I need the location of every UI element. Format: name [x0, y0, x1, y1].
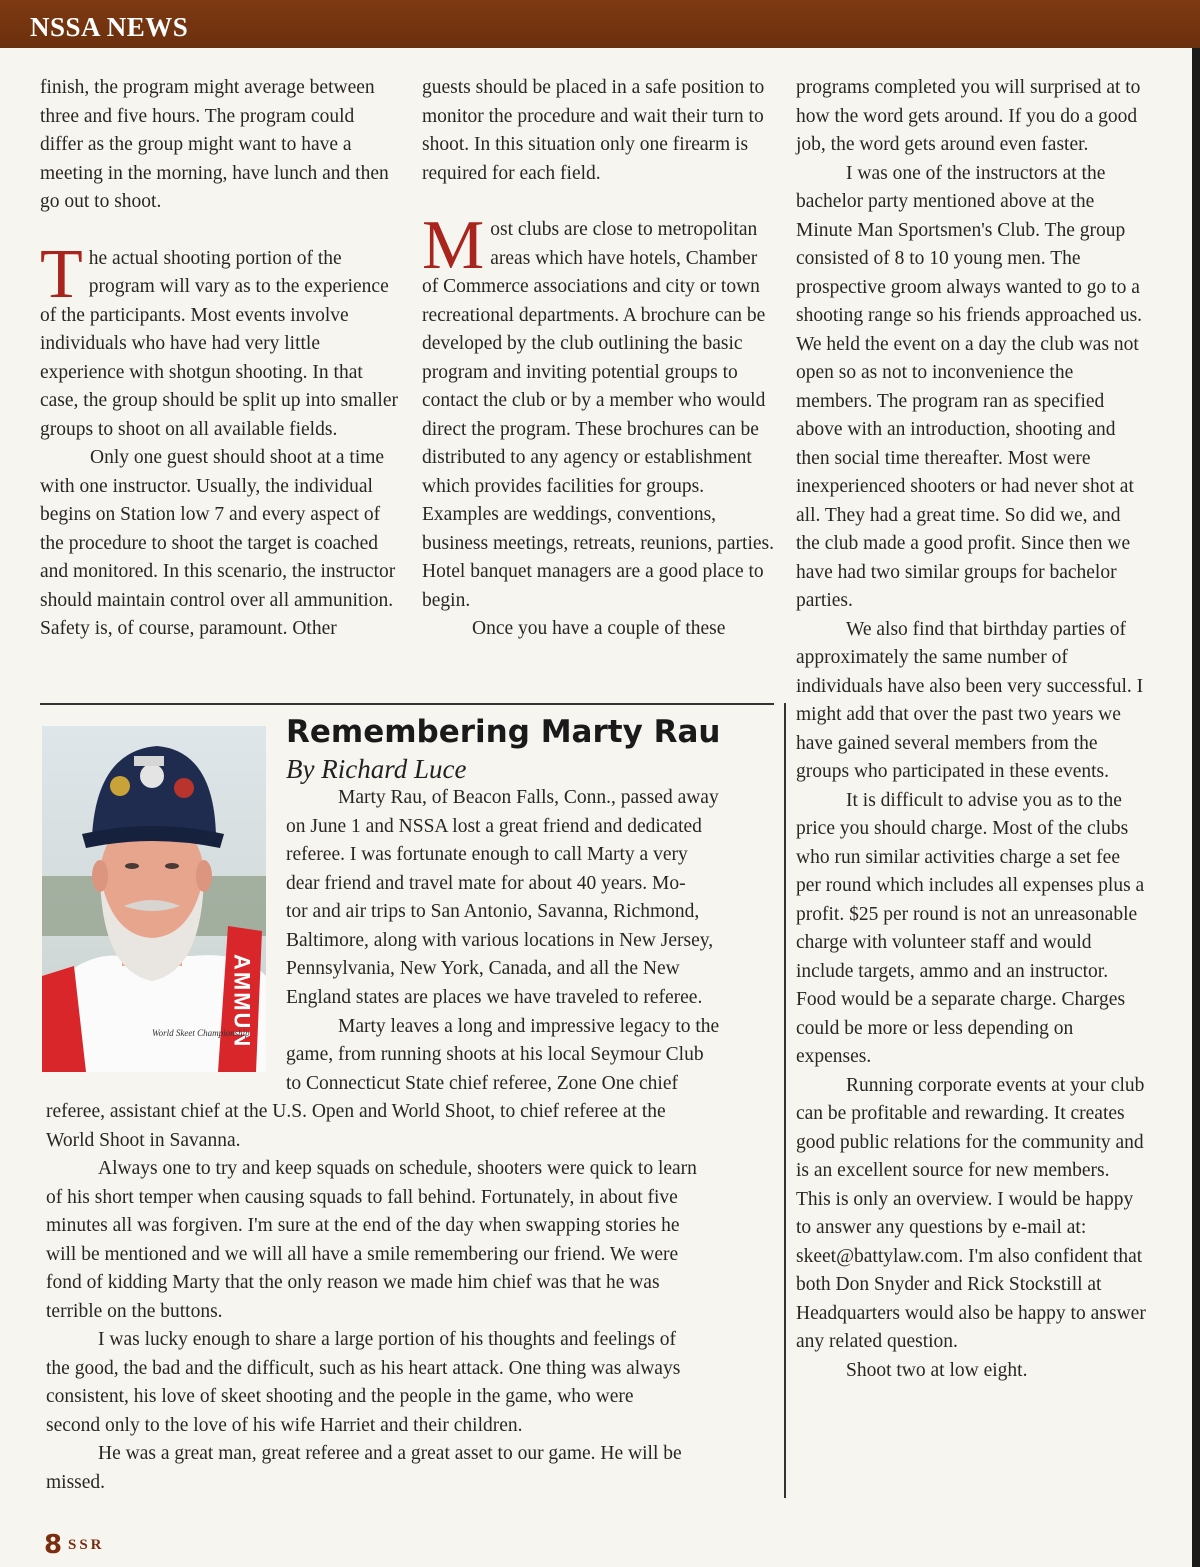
- article-line: I was lucky enough to share a large portion of his thoughts and feelings of: [98, 1329, 677, 1350]
- portrait-photo: [42, 726, 266, 1072]
- paragraph: I was one of the instructors at the bachelor party mentioned above at the Minute Man Sportsmen's Club. The group consisted of 8 to 10 young men. The prospective groom always wanted to go to a shooting range so his friends approached us. We held the event on a day the club was not open so as not to inconvenience the members. The program ran as specified above with an introduction, shooting and then social time thereafter. Most were inexperienced shooters or had never shot at all. They had a great time. So did we, and the club made a good profit. Since then we have had two similar groups for bachelor parties.: [796, 162, 1143, 611]
- paragraph: Running corporate events at your club can be profitable and rewarding. It creates good public relations for the community and is an excellent source for new members. This is only an overview. I would be happy to answer any questions by e-mail at: skeet@battylaw.com. I'm also confident that both Don Snyder and Rick Stockstill at Headquarters would also be happy to answer any related question.: [796, 1074, 1146, 1352]
- paragraph: Most clubs are close to metropolitan areas which have hotels, Chamber of Commerce associations and city or town recreational departments. A brochure can be developed by the club outlining the basic program and inviting potential groups to contact the club or by a member who would direct the program. These brochures can be distributed to any agency or establishment which provides facilities for groups. Examples are weddings, conventions, business meetings, retreats, reunions, parties. Hotel banquet managers are a good place to begin.: [422, 207, 774, 611]
- shirt-logo-text: World Skeet Championship: [152, 1028, 250, 1038]
- article-title: Remembering Marty Rau: [286, 714, 721, 750]
- article-line: to Connecticut State chief referee, Zone One chief: [286, 1073, 678, 1094]
- article-line: missed.: [46, 1472, 106, 1493]
- paragraph: guests should be placed in a safe position to monitor the procedure and wait their turn to shoot. In this situation only one firearm is required for each field.: [422, 77, 765, 184]
- article-line: fond of kidding Marty that the only reason we made him chief was that he was: [46, 1272, 660, 1293]
- page-number: 8: [44, 1530, 63, 1560]
- article-line: on June 1 and NSSA lost a great friend and dedicated: [286, 816, 702, 837]
- article-line: World Shoot in Savanna.: [46, 1130, 241, 1151]
- drop-cap: M: [422, 207, 485, 284]
- paragraph: The actual shooting portion of the program will vary as to the experience of the participants. Most events involve individuals who have had very little experience with shotgun shooting. In that case, the group should be split up into smaller groups to shoot on all available fields.: [40, 235, 398, 440]
- article-line: Marty leaves a long and impressive legacy to the: [338, 1016, 720, 1037]
- article-line: Baltimore, along with various locations in New Jersey,: [286, 930, 714, 951]
- paragraph: It is difficult to advise you as to the price you should charge. Most of the clubs who run similar activities charge a set fee per round which includes all expenses plus a profit. $25 per round is not an unreasonable charge with volunteer staff and would include targets, ammo and an instructor. Food would be a separate charge. Charges could be more or less depending on expenses.: [796, 789, 1145, 1067]
- column-3: [796, 74, 1146, 1385]
- column-divider: [784, 703, 786, 1498]
- article-divider: [40, 703, 774, 705]
- article-line: consistent, his love of skeet shooting and the people in the game, who were: [46, 1386, 634, 1407]
- article-line: the good, the bad and the difficult, such as his heart attack. One thing was always: [46, 1358, 681, 1379]
- article-line: He was a great man, great referee and a great asset to our game. He will be: [98, 1443, 682, 1464]
- article-line: Pennsylvania, New York, Canada, and all the New: [286, 958, 680, 979]
- publication-name: SSR: [68, 1537, 105, 1553]
- article-line: referee. I was fortunate enough to call Marty a very: [286, 844, 688, 865]
- column-1: [40, 74, 398, 644]
- article-line: England states are places we have traveled to referee.: [286, 987, 703, 1008]
- article-line: second only to the love of his wife Harriet and their children.: [46, 1415, 523, 1436]
- paragraph: Once you have a couple of these: [472, 618, 726, 639]
- paragraph: We also find that birthday parties of approximately the same number of individuals have also been very successful. I might add that over the past two years we have gained several members from the groups who participated in these events.: [796, 618, 1144, 782]
- article-line: tor and air trips to San Antonio, Savanna, Richmond,: [286, 901, 700, 922]
- suspender-text: AMMUN: [229, 954, 255, 1049]
- paragraph: Only one guest should shoot at a time with one instructor. Usually, the individual begins on Station low 7 and every aspect of the procedure to shoot the target is coached and monitored. In this scenario, the instructor should maintain control over all ammunition. Safety is, of course, paramount. Other: [40, 447, 396, 639]
- article-line: referee, assistant chief at the U.S. Open and World Shoot, to chief referee at the: [46, 1101, 666, 1122]
- article-line: of his short temper when causing squads to fall behind. Fortunately, in about five: [46, 1187, 678, 1208]
- paragraph: Shoot two at low eight.: [846, 1359, 1028, 1381]
- article-line: minutes all was forgiven. I'm sure at the end of the day when swapping stories he: [46, 1215, 680, 1236]
- article-line: Always one to try and keep squads on schedule, shooters were quick to learn: [98, 1158, 697, 1179]
- article-line: Marty Rau, of Beacon Falls, Conn., passed away: [338, 787, 719, 808]
- section-title: NSSA NEWS: [30, 12, 189, 42]
- column-2: [422, 74, 774, 644]
- paragraph: finish, the program might average between three and five hours. The program could differ as the group might want to have a meeting in the morning, have lunch and then go out to shoot.: [40, 77, 389, 212]
- article-line: will be mentioned and we will all have a smile remembering our friend. We were: [46, 1244, 679, 1265]
- article-line: game, from running shoots at his local Seymour Club: [286, 1044, 704, 1065]
- article-line: dear friend and travel mate for about 40 years. Mo-: [286, 873, 686, 894]
- article-line: terrible on the buttons.: [46, 1301, 223, 1322]
- page-edge: [1192, 48, 1200, 1567]
- paragraph: programs completed you will surprised at to how the word gets around. If you do a good job, the word gets around even faster.: [796, 77, 1141, 155]
- drop-cap: T: [40, 235, 83, 313]
- article-byline: By Richard Luce: [286, 754, 467, 784]
